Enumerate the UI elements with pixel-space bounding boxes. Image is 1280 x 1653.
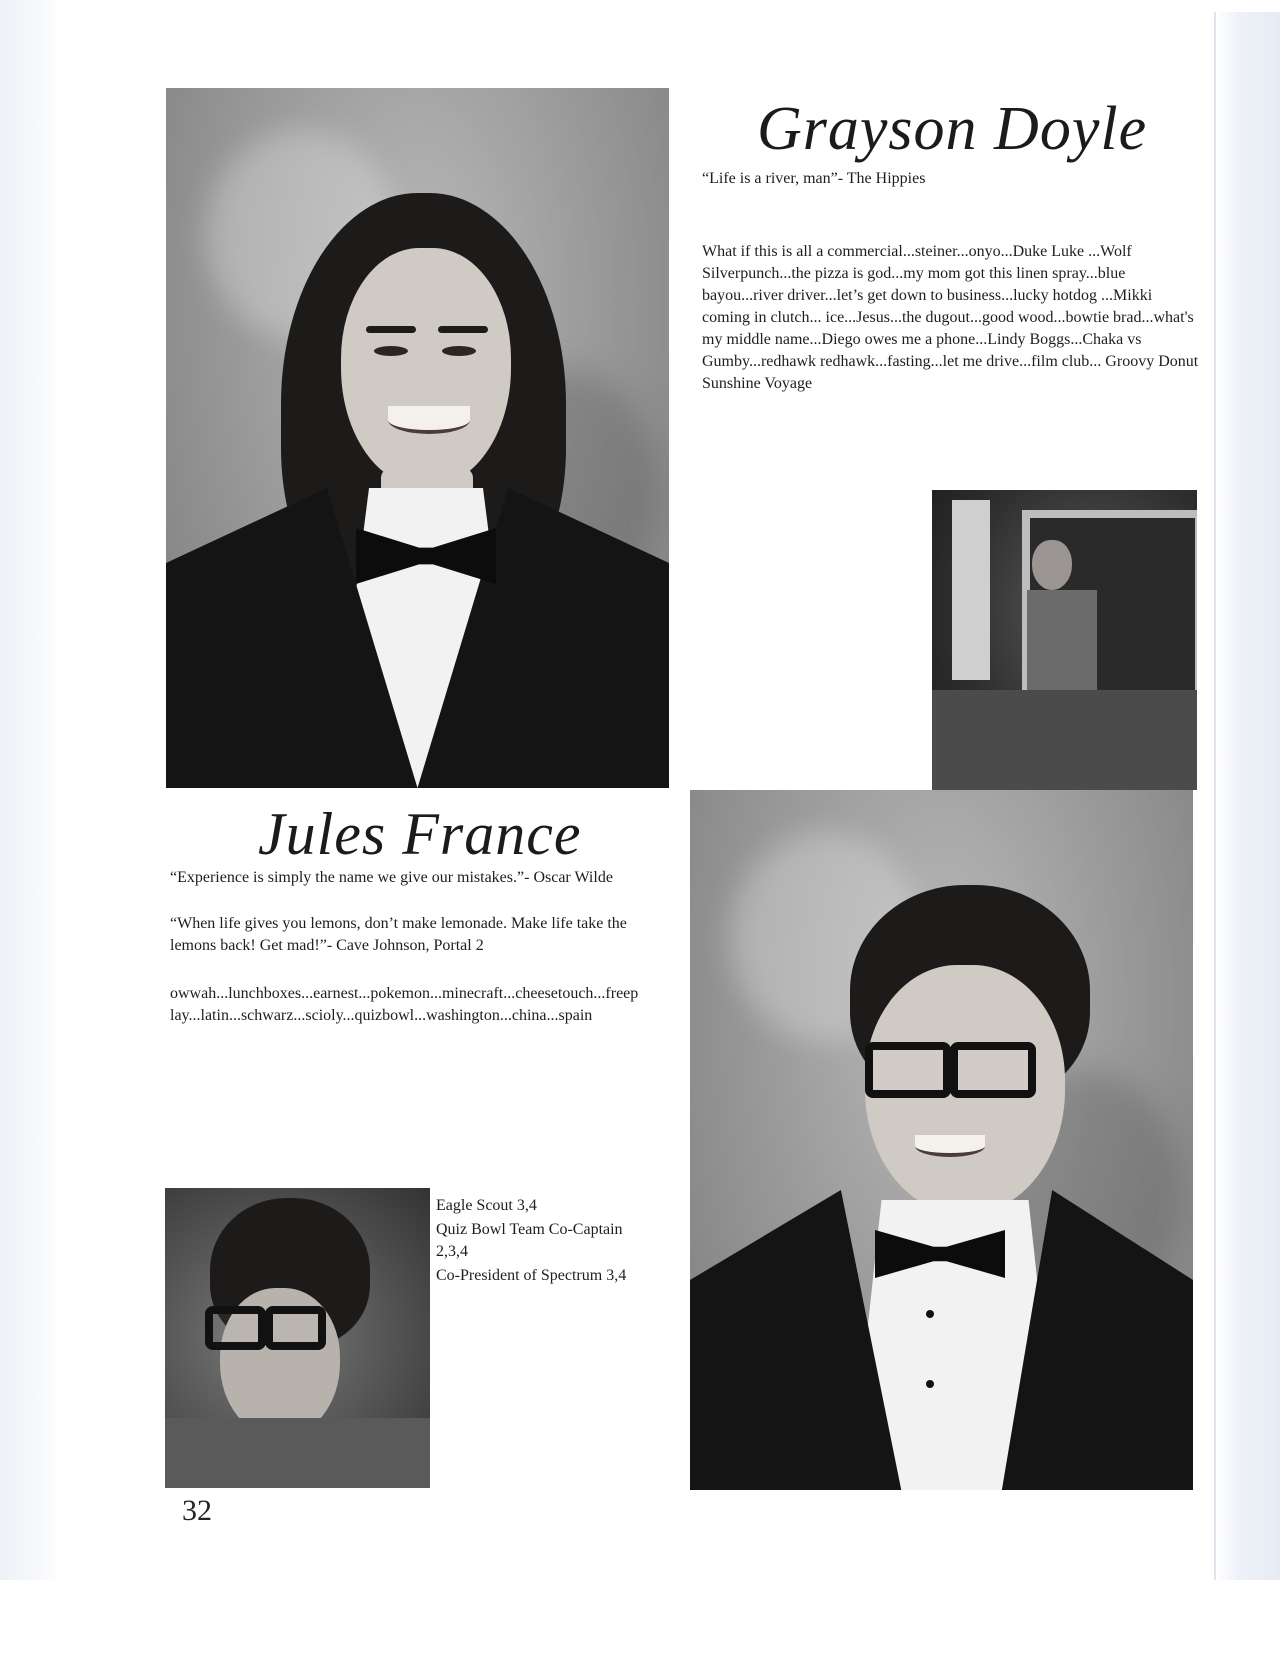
scan-edge-right xyxy=(1216,12,1280,1580)
student-bio: owwah...lunchboxes...earnest...pokemon...minecraft...cheesetouch...freep lay...latin...schwarz...scioly...quizbowl...washington...china...spain xyxy=(170,985,639,1024)
grayson-doyle-candid-photo xyxy=(932,490,1197,790)
activity-item: Co-President of Spectrum 3,4 xyxy=(436,1267,627,1284)
page-number: 32 xyxy=(182,1494,212,1527)
activity-item: Quiz Bowl Team Co-Captain 2,3,4 xyxy=(436,1221,623,1260)
student-quote: “Life is a river, man”- The Hippies xyxy=(702,170,926,187)
student-quote: “Experience is simply the name we give our mistakes.”- Oscar Wilde xyxy=(170,869,613,886)
student-name: Grayson Doyle xyxy=(757,95,1148,163)
scan-edge-left xyxy=(0,0,62,1580)
jules-france-candid-photo xyxy=(165,1188,430,1488)
activity-item: Eagle Scout 3,4 xyxy=(436,1197,537,1214)
jules-france-portrait xyxy=(690,790,1193,1490)
student-name: Jules France xyxy=(258,801,582,867)
grayson-doyle-portrait xyxy=(166,88,669,788)
student-quote: “When life gives you lemons, don’t make lemonade. Make life take the lemons back! Get mad!”- Cave Johnson, Portal 2 xyxy=(170,915,627,954)
student-bio: What if this is all a commercial...steiner...onyo...Duke Luke ...Wolf Silverpunch...the pizza is god...my mom got this linen spray...blue bayou...river driver...let’s get down to business...lucky hotdog ...Mikki coming in clutch... ice...Jesus...the dugout...good wood...bowtie brad...what's my middle name...Diego owes me a phone...Lindy Boggs...Chaka vs Gumby...redhawk redhawk...fasting...let me drive...film club... Groovy Donut Sunshine Voyage xyxy=(702,243,1199,392)
